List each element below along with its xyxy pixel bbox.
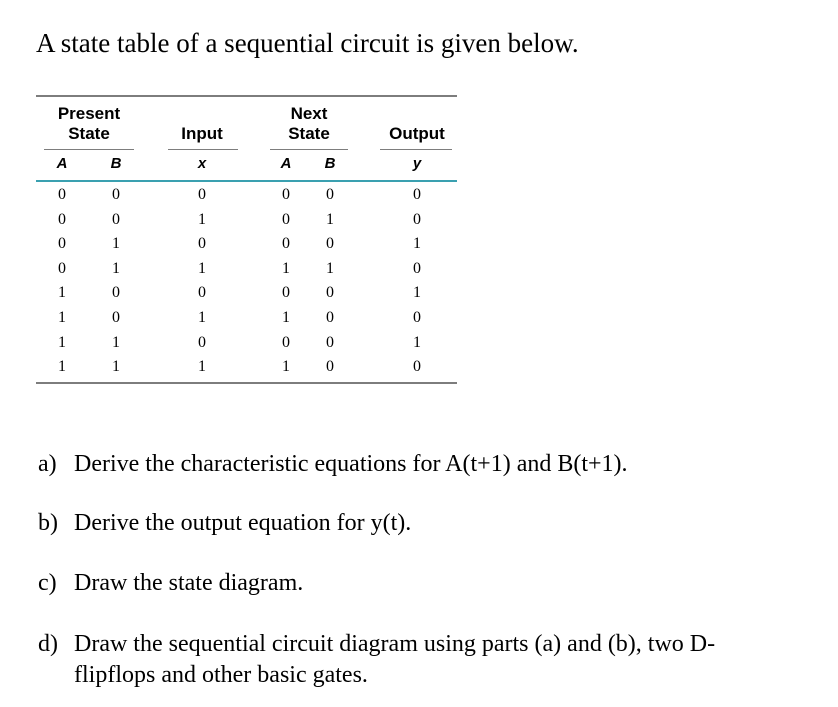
cell-b: 0 [112, 284, 120, 302]
cell-next-a: 1 [282, 309, 290, 326]
cell-y: 0 [413, 210, 421, 228]
cell-a: 0 [58, 210, 66, 228]
question-b-label: b) [38, 510, 58, 536]
cell-b: 1 [112, 358, 120, 376]
cell-next-b: 0 [326, 358, 334, 376]
question-b [38, 510, 411, 537]
question-c-text: Draw the state diagram. [74, 570, 304, 596]
question-a-label: a) [38, 451, 57, 477]
cell-b: 1 [112, 235, 120, 253]
cell-next-b: 1 [326, 259, 334, 277]
cell-y: 1 [413, 235, 421, 253]
subheader-y: y [412, 155, 422, 172]
cell-x: 0 [198, 333, 206, 351]
cell-next-a: 0 [282, 235, 290, 253]
cell-a: 0 [58, 235, 66, 253]
subheader-rule [36, 180, 457, 182]
cell-next-a: 0 [282, 333, 290, 351]
question-a-text: Derive the characteristic equations for A(t+1) and B(t+1). [74, 451, 628, 477]
present-group-rule [44, 149, 134, 150]
cell-y: 1 [413, 284, 421, 302]
cell-x: 0 [198, 186, 206, 203]
cell-y: 0 [413, 309, 421, 326]
cell-next-a: 1 [282, 259, 290, 277]
cell-y: 0 [413, 259, 421, 277]
cell-x: 1 [198, 309, 206, 326]
cell-a: 1 [58, 333, 66, 351]
cell-next-b: 1 [326, 210, 334, 228]
present-header-line1: Present [57, 104, 121, 123]
cell-a: 0 [58, 259, 66, 277]
subheader-b: B [110, 155, 122, 172]
cell-next-a: 0 [282, 284, 290, 302]
subheader-next-b: B [324, 155, 336, 172]
question-b-text: Derive the output equation for y(t). [74, 510, 412, 536]
cell-b: 0 [112, 210, 120, 228]
present-header-line2: State [68, 124, 110, 143]
cell-y: 1 [413, 333, 421, 351]
question-d-text-line1: Draw the sequential circuit diagram using parts (a) and (b), two D- [74, 631, 716, 657]
cell-next-b: 0 [326, 309, 334, 326]
question-d-continuation: flipflops and other basic gates. [74, 662, 368, 688]
cell-next-a: 1 [282, 358, 290, 376]
table-bottom-rule [36, 382, 457, 384]
cell-y: 0 [413, 186, 421, 203]
present-state-header [58, 104, 120, 144]
cell-x: 1 [198, 210, 206, 228]
question-c [38, 570, 303, 597]
cell-next-a: 0 [282, 186, 290, 203]
next-header-line1: Next [290, 104, 328, 123]
subheader-x: x [197, 155, 207, 172]
cell-b: 1 [112, 259, 120, 277]
cell-b: 0 [112, 309, 120, 326]
question-a [38, 451, 628, 478]
cell-x: 1 [198, 358, 206, 376]
cell-a: 1 [58, 284, 66, 302]
question-d-label: d) [38, 631, 58, 657]
cell-a: 1 [58, 358, 66, 376]
input-group-rule [168, 149, 238, 150]
cell-next-b: 0 [326, 235, 334, 253]
table-top-rule [36, 95, 457, 97]
subheader-next-a: A [280, 155, 292, 172]
cell-x: 0 [198, 284, 206, 302]
input-header: Input [181, 124, 223, 143]
cell-x: 0 [198, 235, 206, 253]
cell-next-b: 0 [326, 186, 334, 203]
intro-text: A state table of a sequential circuit is given below. [36, 28, 579, 58]
next-header-line2: State [288, 124, 330, 143]
cell-next-b: 0 [326, 284, 334, 302]
cell-b: 1 [112, 333, 120, 351]
cell-a: 1 [58, 309, 66, 326]
cell-next-a: 0 [282, 210, 290, 228]
output-header: Output [389, 124, 445, 143]
subheader-a: A [56, 155, 68, 172]
next-group-rule [270, 149, 348, 150]
cell-x: 1 [198, 259, 206, 277]
next-state-header [288, 104, 330, 144]
question-c-label: c) [38, 570, 57, 596]
cell-a: 0 [58, 186, 66, 203]
question-d [38, 631, 715, 658]
output-group-rule [380, 149, 452, 150]
cell-next-b: 0 [326, 333, 334, 351]
cell-b: 0 [112, 186, 120, 203]
cell-y: 0 [413, 358, 421, 376]
